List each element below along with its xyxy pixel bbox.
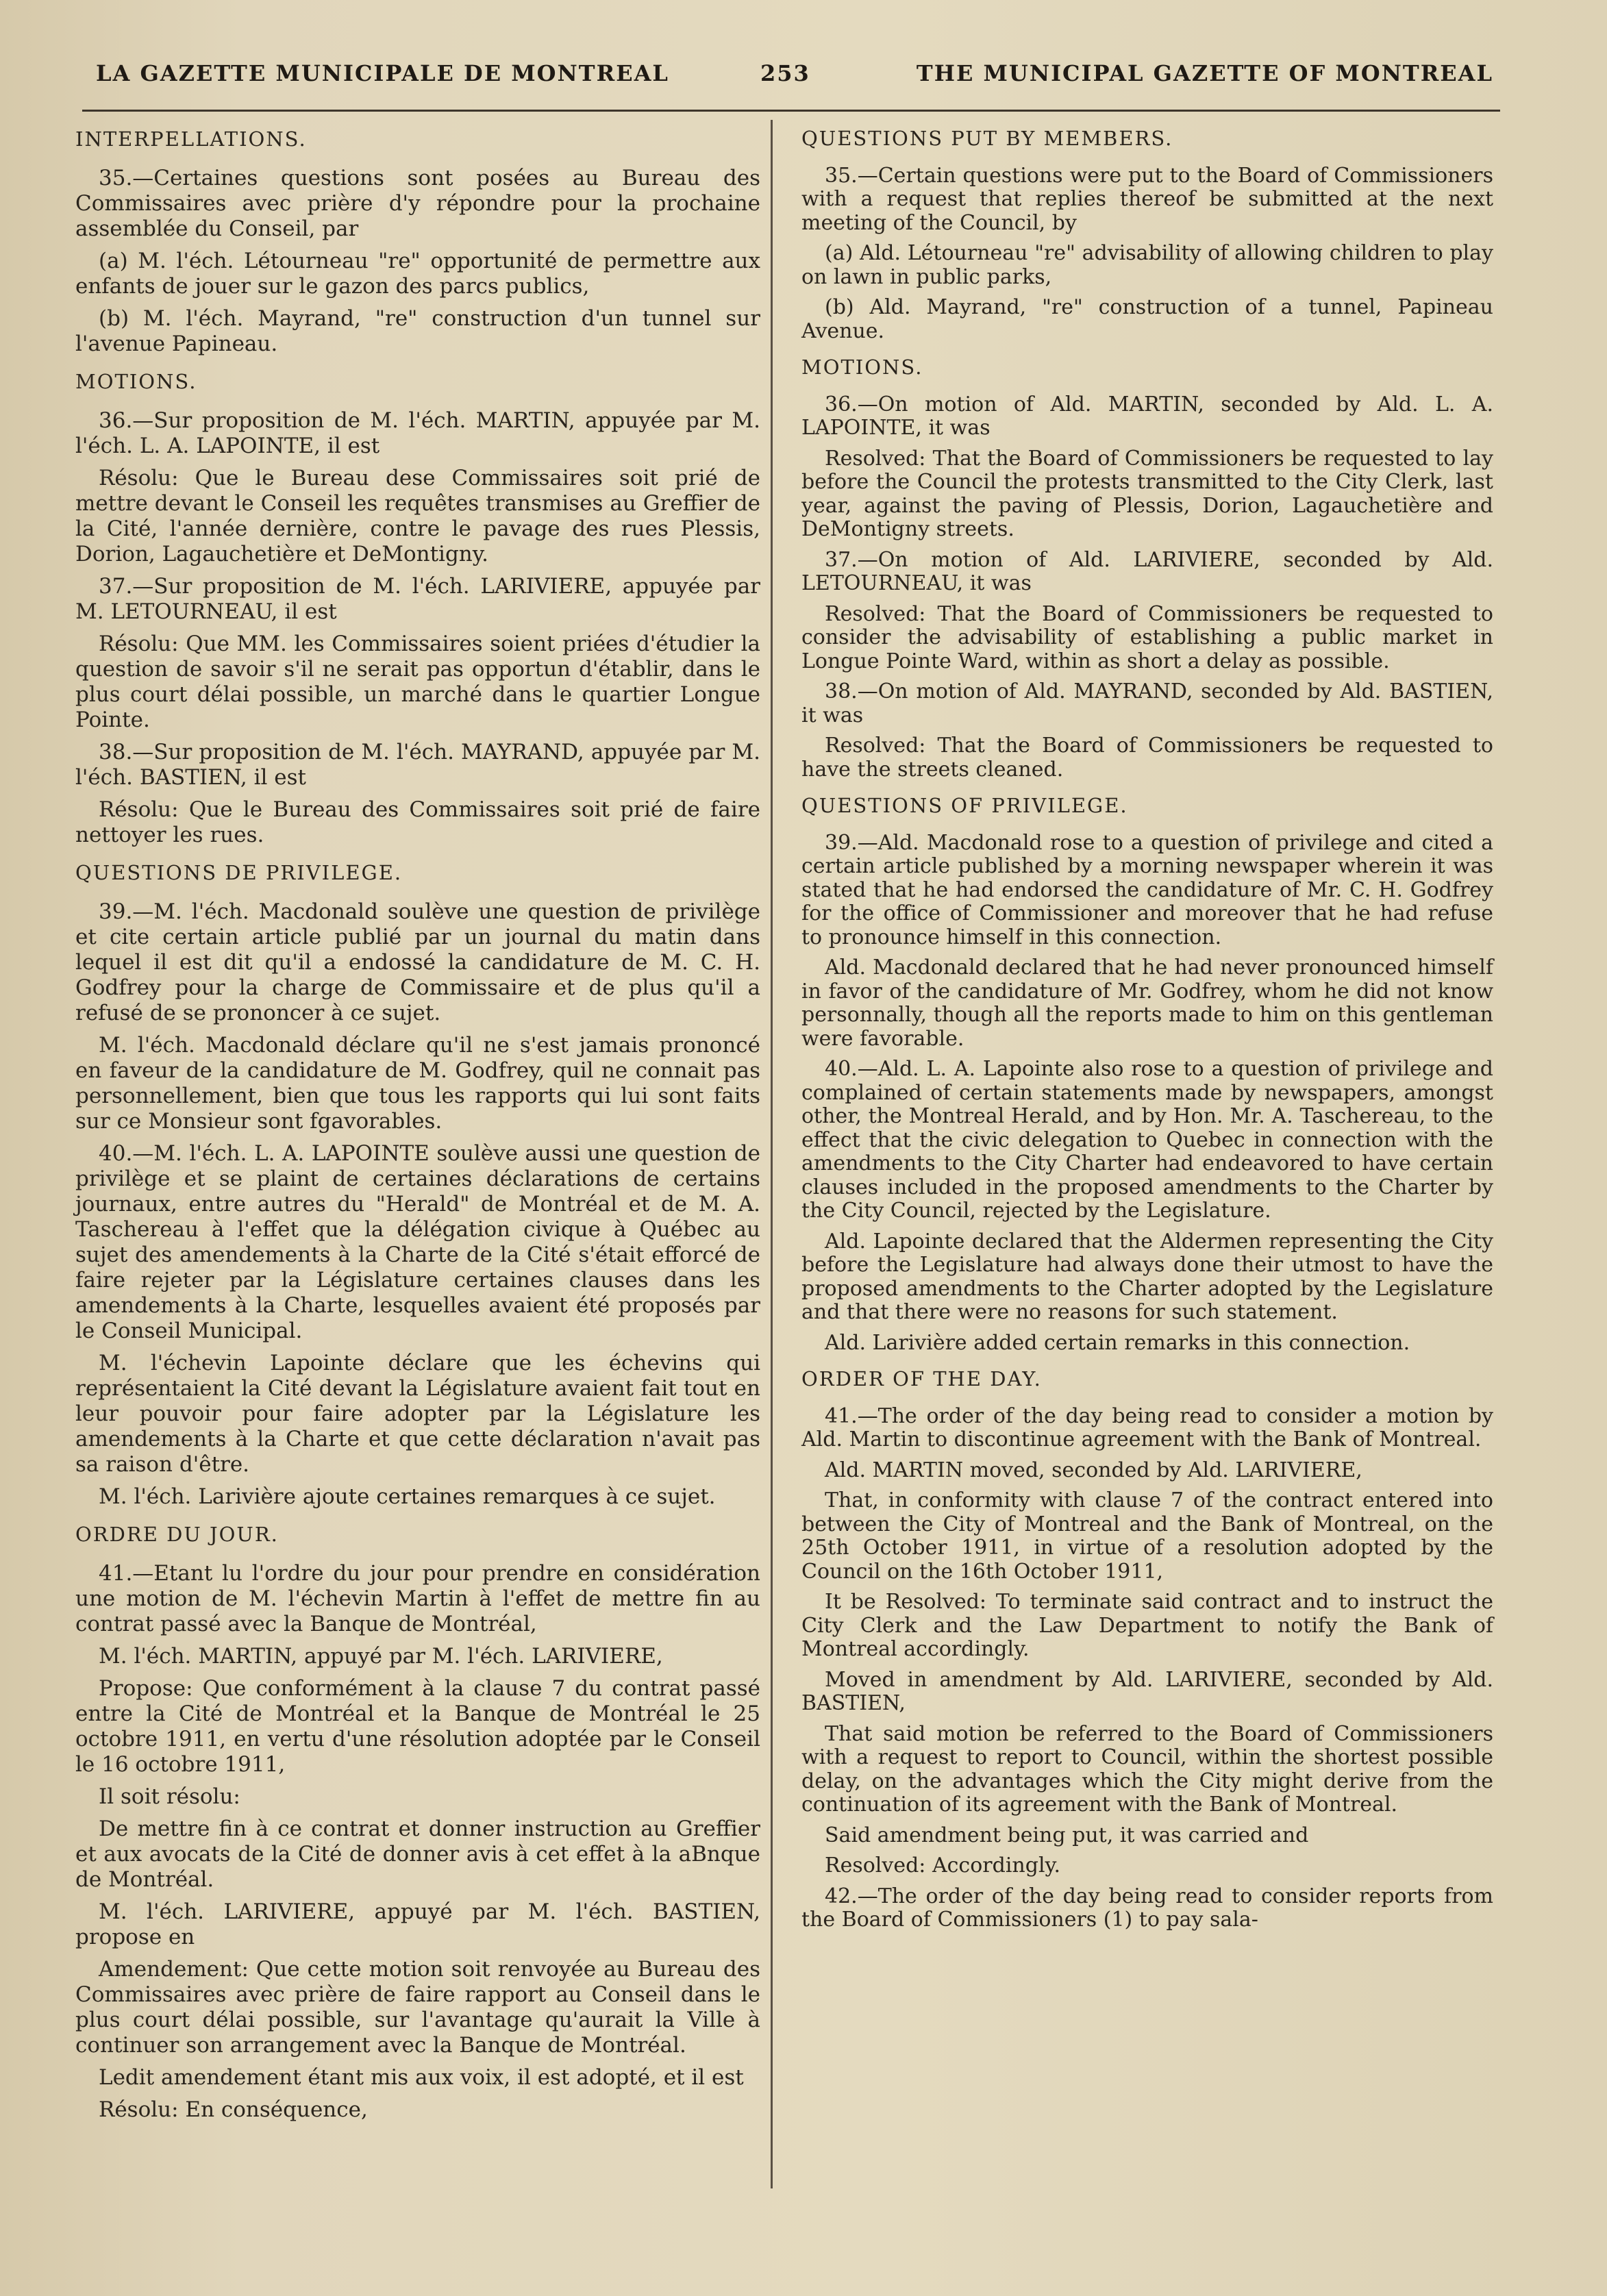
paragraph: That said motion be referred to the Board of Commissioners with a request to report to Council, within the shortest possible delay, on the advantages which the City might derive from the continuation of its agreement with the Bank of Montreal. xyxy=(801,1721,1493,1817)
paragraph: Résolu: En conséquence, xyxy=(99,2097,368,2122)
english-title: THE MUNICIPAL GAZETTE OF MONTREAL xyxy=(916,60,1493,86)
paragraph: De mettre fin à ce contrat et donner instruction au Greffier et aux avocats de la Cité de donner avis à cet effet à la aBnque de Montréal. xyxy=(75,1817,760,1892)
paragraph: 35.—Certaines questions sont posées au Bureau des Commissaires avec prière d'y répondre pour la prochaine assemblée du Conseil, par xyxy=(75,166,760,241)
paragraph: Ald. Macdonald declared that he had never pronounced himself in favor of the candidature of Mr. Godfrey, whom he did not know personnally, though all the reports made to him on this gentleman were favorable. xyxy=(801,956,1493,1051)
section-heading: QUESTIONS OF PRIVILEGE. xyxy=(801,794,1128,817)
paragraph: (a) Ald. Létourneau "re" advisability of allowing children to play on lawn in public parks, xyxy=(801,241,1493,289)
french-column xyxy=(75,127,760,2130)
section-heading: QUESTIONS DE PRIVILEGE. xyxy=(75,861,403,884)
paragraph: 36.—On motion of Ald. MARTIN, seconded by Ald. L. A. LAPOINTE, it was xyxy=(801,392,1493,440)
paragraph: Resolved: That the Board of Commissioners be requested to have the streets cleaned. xyxy=(801,734,1493,782)
paragraph: Said amendment being put, it was carried and xyxy=(825,1823,1309,1847)
paragraph: Il soit résolu: xyxy=(99,1784,240,1809)
section-heading: MOTIONS. xyxy=(75,370,197,393)
paragraph: 37.—On motion of Ald. LARIVIERE, seconded by Ald. LETOURNEAU, it was xyxy=(801,547,1493,595)
section-heading: MOTIONS. xyxy=(801,355,923,379)
paragraph: That, in conformity with clause 7 of the contract entered into between the City of Montreal and the Bank of Montreal, on the 25th October 1911, in virtue of a resolution adopted by the Council on the 16th October 1911, xyxy=(801,1488,1493,1584)
section-heading: ORDRE DU JOUR. xyxy=(75,1523,279,1546)
paragraph: 40.—M. l'éch. L. A. LAPOINTE soulève aussi une question de privilège et se plaint de certaines déclarations de certains journaux, entre autres du "Herald" de Montréal et de M. A. Taschereau à l'effet que la délégation civique à Québec au sujet des amendements à la Charte de la Cité s'était efforcé de faire rejeter par la Législature certaines clauses dans les amendements à la Charte, lesquelles avaient été proposés par le Conseil Municipal. xyxy=(75,1141,760,1343)
paragraph: Ald. MARTIN moved, seconded by Ald. LARIVIERE, xyxy=(825,1458,1362,1482)
paragraph: (b) M. l'éch. Mayrand, "re" construction d'un tunnel sur l'avenue Papineau. xyxy=(75,306,760,356)
paragraph: Moved in amendment by Ald. LARIVIERE, seconded by Ald. BASTIEN, xyxy=(801,1667,1493,1715)
paragraph: 39.—Ald. Macdonald rose to a question of privilege and cited a certain article published by a morning newspaper wherein it was stated that he had endorsed the candidature of Mr. C. H. Godfrey for the office of Commissioner and moreover that he had refuse to pronounce himself in this connection. xyxy=(801,830,1493,949)
paragraph: 38.—Sur proposition de M. l'éch. MAYRAND, appuyée par M. l'éch. BASTIEN, il est xyxy=(75,740,760,790)
paragraph: Ledit amendement étant mis aux voix, il est adopté, et il est xyxy=(99,2065,744,2090)
paragraph: 36.—Sur proposition de M. l'éch. MARTIN, appuyée par M. l'éch. L. A. LAPOINTE, il est xyxy=(75,408,760,458)
paragraph: Résolu: Que le Bureau dese Commissaires soit prié de mettre devant le Conseil les requêtes transmises au Greffier de la Cité, l'année dernière, contre le pavage des rues Plessis, Dorion, Lagauchetière et DeMontigny. xyxy=(75,466,760,566)
paragraph: 42.—The order of the day being read to consider reports from the Board of Commissioners (1) to pay sala- xyxy=(801,1884,1493,1932)
paragraph: 41.—Etant lu l'ordre du jour pour prendre en considération une motion de M. l'échevin Martin à l'effet de mettre fin au contrat passé avec la Banque de Montréal, xyxy=(75,1561,760,1636)
section-heading: QUESTIONS PUT BY MEMBERS. xyxy=(801,127,1173,150)
section-heading: ORDER OF THE DAY. xyxy=(801,1367,1042,1390)
paragraph: Resolved: That the Board of Commissioners be requested to lay before the Council the protests transmitted to the City Clerk, last year, against the paving of Plessis, Dorion, Lagauchetière and DeMontigny streets. xyxy=(801,446,1493,541)
paragraph: Résolu: Que MM. les Commissaires soient priées d'étudier la question de savoir s'il ne serait pas opportun d'établir, dans le plus court délai possible, un marché dans le quartier Longue Pointe. xyxy=(75,632,760,732)
paragraph: 41.—The order of the day being read to consider a motion by Ald. Martin to discontinue agreement with the Bank of Montreal. xyxy=(801,1403,1493,1451)
paragraph: Resolved: Accordingly. xyxy=(825,1854,1061,1877)
paragraph: It be Resolved: To terminate said contract and to instruct the City Clerk and the Law Department to notify the Bank of Montreal accordingly. xyxy=(801,1590,1493,1661)
paragraph: 35.—Certain questions were put to the Board of Commissioners with a request that replies thereof be submitted at the next meeting of the Council, by xyxy=(801,163,1493,235)
paragraph: (b) Ald. Mayrand, "re" construction of a tunnel, Papineau Avenue. xyxy=(801,295,1493,343)
paragraph: M. l'éch. LARIVIERE, appuyé par M. l'éch. BASTIEN, propose en xyxy=(75,1899,760,1949)
paragraph: 40.—Ald. L. A. Lapointe also rose to a question of privilege and complained of certain statements made by newspapers, amongst other, the Montreal Herald, and by Hon. Mr. A. Taschereau, to the effect that the civic delegation to Quebec in connection with the amendments to the City Charter had endeavored to have certain clauses included in the proposed amendments to the Charter by the City Council, rejected by the Legislature. xyxy=(801,1057,1493,1223)
paragraph: 39.—M. l'éch. Macdonald soulève une question de privilège et cite certain article publié par un journal du matin dans lequel il est dit qu'il a endossé la candidature de M. C. H. Godfrey pour la charge de Commissaire et de plus qu'il a refusé de se prononcer à ce sujet. xyxy=(75,899,760,1025)
page-number: 253 xyxy=(760,60,810,86)
paragraph: (a) M. l'éch. Létourneau "re" opportunité de permettre aux enfants de jouer sur le gazon des parcs publics, xyxy=(75,249,760,299)
section-heading: INTERPELLATIONS. xyxy=(75,127,307,151)
column-divider xyxy=(771,120,773,2188)
paragraph: Ald. Lapointe declared that the Aldermen representing the City before the Legislature had always done their utmost to have the proposed amendments to the Charter adopted by the Legislature and that there were no reasons for such statement. xyxy=(801,1229,1493,1324)
running-head xyxy=(96,60,1493,95)
header-rule xyxy=(82,110,1500,112)
paragraph: Amendement: Que cette motion soit renvoyée au Bureau des Commissaires avec prière de faire rapport au Conseil dans le plus court délai possible, sur l'avantage qu'aurait la Ville à continuer son arrangement avec la Banque de Montréal. xyxy=(75,1957,760,2058)
paragraph: M. l'éch. Larivière ajoute certaines remarques à ce sujet. xyxy=(99,1484,716,1509)
paragraph: Resolved: That the Board of Commissioners be requested to consider the advisability of establishing a public market in Longue Pointe Ward, within as short a delay as possible. xyxy=(801,601,1493,673)
paragraph: Ald. Larivière added certain remarks in this connection. xyxy=(825,1330,1410,1355)
french-title: LA GAZETTE MUNICIPALE DE MONTREAL xyxy=(96,60,669,86)
paragraph: 38.—On motion of Ald. MAYRAND, seconded by Ald. BASTIEN, it was xyxy=(801,679,1493,727)
paragraph: 37.—Sur proposition de M. l'éch. LARIVIERE, appuyée par M. LETOURNEAU, il est xyxy=(75,574,760,624)
paragraph: M. l'éch. MARTIN, appuyé par M. l'éch. LARIVIERE, xyxy=(99,1644,663,1669)
paragraph: Résolu: Que le Bureau des Commissaires soit prié de faire nettoyer les rues. xyxy=(75,797,760,847)
paragraph: M. l'éch. Macdonald déclare qu'il ne s'est jamais prononcé en faveur de la candidature de M. Godfrey, quil ne connait pas personnellement, bien que tous les rapports qui lui sont faits sur ce Monsieur sont fgavorables. xyxy=(75,1033,760,1134)
paragraph: M. l'échevin Lapointe déclare que les échevins qui représentaient la Cité devant la Législature avaient fait tout en leur pouvoir pour faire adopter par la Législature les amendements à la Charte et que cette déclaration n'avait pas sa raison d'être. xyxy=(75,1351,760,1477)
paragraph: Propose: Que conformément à la clause 7 du contrat passé entre la Cité de Montréal et la Banque de Montréal le 25 octobre 1911, en vertu d'une résolution adoptée par le Conseil le 16 octobre 1911, xyxy=(75,1676,760,1777)
english-column xyxy=(801,127,1493,1939)
